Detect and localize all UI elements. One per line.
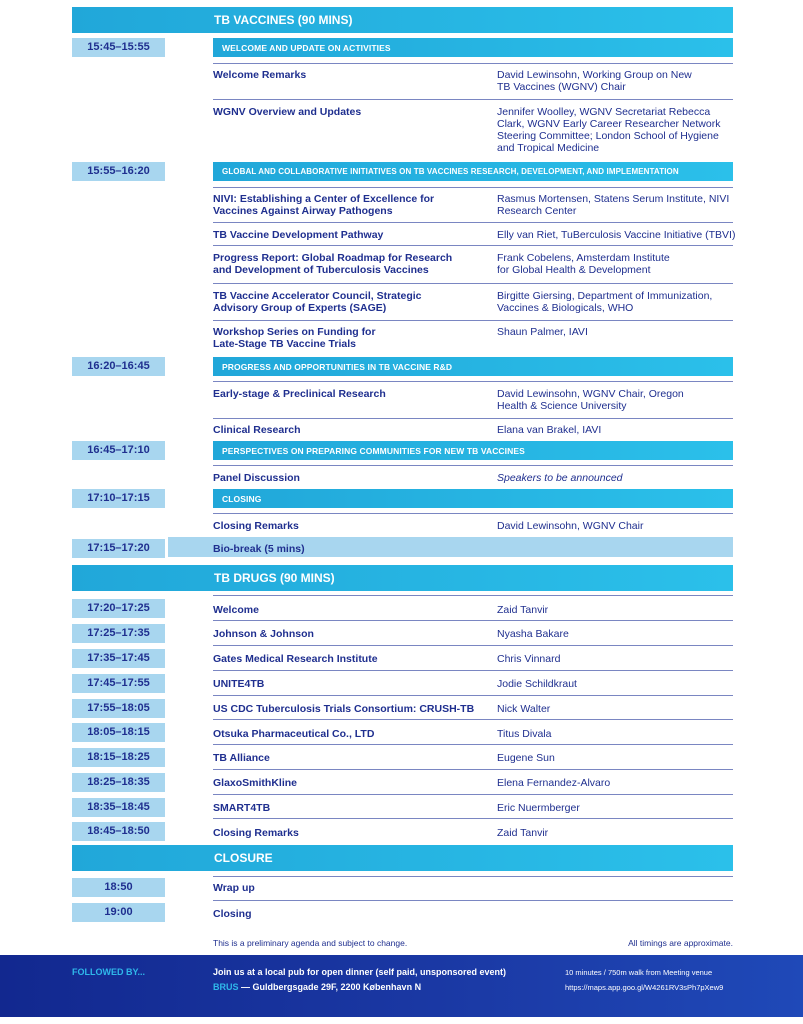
speaker: Speakers to be announced bbox=[497, 472, 623, 484]
divider bbox=[213, 465, 733, 466]
time-slot: 17:25–17:35 bbox=[72, 624, 165, 643]
divider bbox=[213, 513, 733, 514]
divider bbox=[213, 99, 733, 100]
venue-address: — Guldbergsgade 29F, 2200 København N bbox=[238, 982, 422, 992]
time-slot: 16:20–16:45 bbox=[72, 357, 165, 376]
talk-title: WGNV Overview and Updates bbox=[213, 106, 362, 118]
talk-title: Welcome bbox=[213, 604, 259, 616]
talk-title: SMART4TB bbox=[213, 802, 271, 814]
speaker: David Lewinsohn, WGNV Chair bbox=[497, 520, 644, 532]
divider bbox=[213, 645, 733, 646]
speaker: Eric Nuermberger bbox=[497, 802, 580, 814]
time-slot: 17:55–18:05 bbox=[72, 699, 165, 718]
divider bbox=[213, 695, 733, 696]
talk-title: US CDC Tuberculosis Trials Consortium: CRUSH-TB bbox=[213, 703, 475, 715]
divider bbox=[213, 900, 733, 901]
speaker: Jodie Schildkraut bbox=[497, 678, 577, 690]
speaker: Shaun Palmer, IAVI bbox=[497, 326, 588, 338]
time-slot: 16:45–17:10 bbox=[72, 441, 165, 460]
session-heading: WELCOME AND UPDATE ON ACTIVITIES bbox=[213, 38, 733, 57]
timings-note: All timings are approximate. bbox=[628, 938, 733, 948]
talk-title: Johnson & Johnson bbox=[213, 628, 314, 640]
speaker: Frank Cobelens, Amsterdam Institute for Global Health & Development bbox=[497, 252, 670, 276]
divider bbox=[213, 719, 733, 720]
talk-title: Gates Medical Research Institute bbox=[213, 653, 378, 665]
time-slot: 17:20–17:25 bbox=[72, 599, 165, 618]
divider bbox=[213, 876, 733, 877]
time-slot: 15:55–16:20 bbox=[72, 162, 165, 181]
time-slot: 18:45–18:50 bbox=[72, 822, 165, 841]
speaker: Elana van Brakel, IAVI bbox=[497, 424, 602, 436]
time-slot: 18:05–18:15 bbox=[72, 723, 165, 742]
venue-name: BRUS bbox=[213, 982, 239, 992]
time-slot: 18:25–18:35 bbox=[72, 773, 165, 792]
talk-title: Workshop Series on Funding for Late-Stage TB Vaccine Trials bbox=[213, 326, 376, 350]
talk-title: Wrap up bbox=[213, 882, 255, 894]
divider bbox=[213, 794, 733, 795]
talk-title: Closing bbox=[213, 908, 252, 920]
speaker: Nyasha Bakare bbox=[497, 628, 569, 640]
talk-title: Otsuka Pharmaceutical Co., LTD bbox=[213, 728, 375, 740]
divider bbox=[213, 187, 733, 188]
map-link[interactable]: https://maps.app.goo.gl/W4261RV3sPh7pXew9 bbox=[565, 983, 724, 992]
speaker: Nick Walter bbox=[497, 703, 551, 715]
time-slot: 17:10–17:15 bbox=[72, 489, 165, 508]
session-heading: CLOSING bbox=[213, 489, 733, 508]
divider bbox=[213, 595, 733, 596]
time-slot: 17:45–17:55 bbox=[72, 674, 165, 693]
speaker: Elly van Riet, TuBerculosis Vaccine Initiative (TBVI) bbox=[497, 229, 736, 241]
venue-line bbox=[213, 982, 421, 992]
followed-by-label: FOLLOWED BY... bbox=[72, 967, 145, 977]
talk-title: Panel Discussion bbox=[213, 472, 300, 484]
speaker: Titus Divala bbox=[497, 728, 552, 740]
divider bbox=[213, 63, 733, 64]
talk-title: Early-stage & Preclinical Research bbox=[213, 388, 386, 400]
section-header-tb-drugs: TB DRUGS (90 MINS) bbox=[72, 565, 733, 591]
speaker: David Lewinsohn, WGNV Chair, Oregon Health & Science University bbox=[497, 388, 684, 412]
talk-title: Clinical Research bbox=[213, 424, 301, 436]
time-slot: 15:45–15:55 bbox=[72, 38, 165, 57]
session-heading: PERSPECTIVES ON PREPARING COMMUNITIES FOR NEW TB VACCINES bbox=[213, 441, 733, 460]
speaker: Eugene Sun bbox=[497, 752, 555, 764]
divider bbox=[213, 818, 733, 819]
break-label: Bio-break (5 mins) bbox=[213, 543, 305, 555]
dinner-invite: Join us at a local pub for open dinner (self paid, unsponsored event) bbox=[213, 967, 507, 977]
walk-note: 10 minutes / 750m walk from Meeting venue bbox=[565, 968, 713, 977]
time-slot: 17:35–17:45 bbox=[72, 649, 165, 668]
divider bbox=[213, 769, 733, 770]
talk-title: Welcome Remarks bbox=[213, 69, 307, 81]
speaker: Zaid Tanvir bbox=[497, 604, 549, 616]
section-header-closure: CLOSURE bbox=[72, 845, 733, 871]
talk-title: TB Vaccine Development Pathway bbox=[213, 229, 384, 241]
talk-title: Progress Report: Global Roadmap for Research and Development of Tuberculosis Vaccines bbox=[213, 252, 453, 276]
section-header-tb-vaccines: TB VACCINES (90 MINS) bbox=[72, 7, 733, 33]
speaker: Chris Vinnard bbox=[497, 653, 561, 665]
divider bbox=[213, 418, 733, 419]
talk-title: UNITE4TB bbox=[213, 678, 265, 690]
talk-title: GlaxoSmithKline bbox=[213, 777, 298, 789]
time-slot: 18:35–18:45 bbox=[72, 798, 165, 817]
divider bbox=[213, 620, 733, 621]
divider bbox=[213, 283, 733, 284]
talk-title: Closing Remarks bbox=[213, 520, 299, 532]
speaker: Birgitte Giersing, Department of Immunization, Vaccines & Biologicals, WHO bbox=[497, 290, 713, 314]
session-heading: GLOBAL AND COLLABORATIVE INITIATIVES ON TB VACCINES RESEARCH, DEVELOPMENT, AND IMPLEMENTATION bbox=[213, 162, 733, 181]
time-slot: 18:50 bbox=[72, 878, 165, 897]
preliminary-note: This is a preliminary agenda and subject to change. bbox=[213, 938, 408, 948]
speaker: Elena Fernandez-Alvaro bbox=[497, 777, 611, 789]
divider bbox=[213, 381, 733, 382]
speaker: Rasmus Mortensen, Statens Serum Institute, NIVI Research Center bbox=[497, 193, 730, 217]
divider bbox=[213, 222, 733, 223]
time-slot: 19:00 bbox=[72, 903, 165, 922]
divider bbox=[213, 320, 733, 321]
time-slot: 18:15–18:25 bbox=[72, 748, 165, 767]
talk-title: TB Alliance bbox=[213, 752, 270, 764]
divider bbox=[213, 670, 733, 671]
talk-title: NIVI: Establishing a Center of Excellence for Vaccines Against Airway Pathogens bbox=[213, 193, 435, 217]
divider bbox=[213, 744, 733, 745]
time-slot: 17:15–17:20 bbox=[72, 539, 165, 558]
speaker: Jennifer Woolley, WGNV Secretariat Rebecca Clark, WGNV Early Career Researcher Network Steering Committee; London School of Hygiene and Tropical Medicine bbox=[497, 106, 721, 154]
speaker: Zaid Tanvir bbox=[497, 827, 549, 839]
talk-title: Closing Remarks bbox=[213, 827, 299, 839]
divider bbox=[213, 245, 733, 246]
talk-title: TB Vaccine Accelerator Council, Strategic Advisory Group of Experts (SAGE) bbox=[213, 290, 422, 314]
session-heading: PROGRESS AND OPPORTUNITIES IN TB VACCINE R&D bbox=[213, 357, 733, 376]
speaker: David Lewinsohn, Working Group on New TB Vaccines (WGNV) Chair bbox=[497, 69, 692, 93]
